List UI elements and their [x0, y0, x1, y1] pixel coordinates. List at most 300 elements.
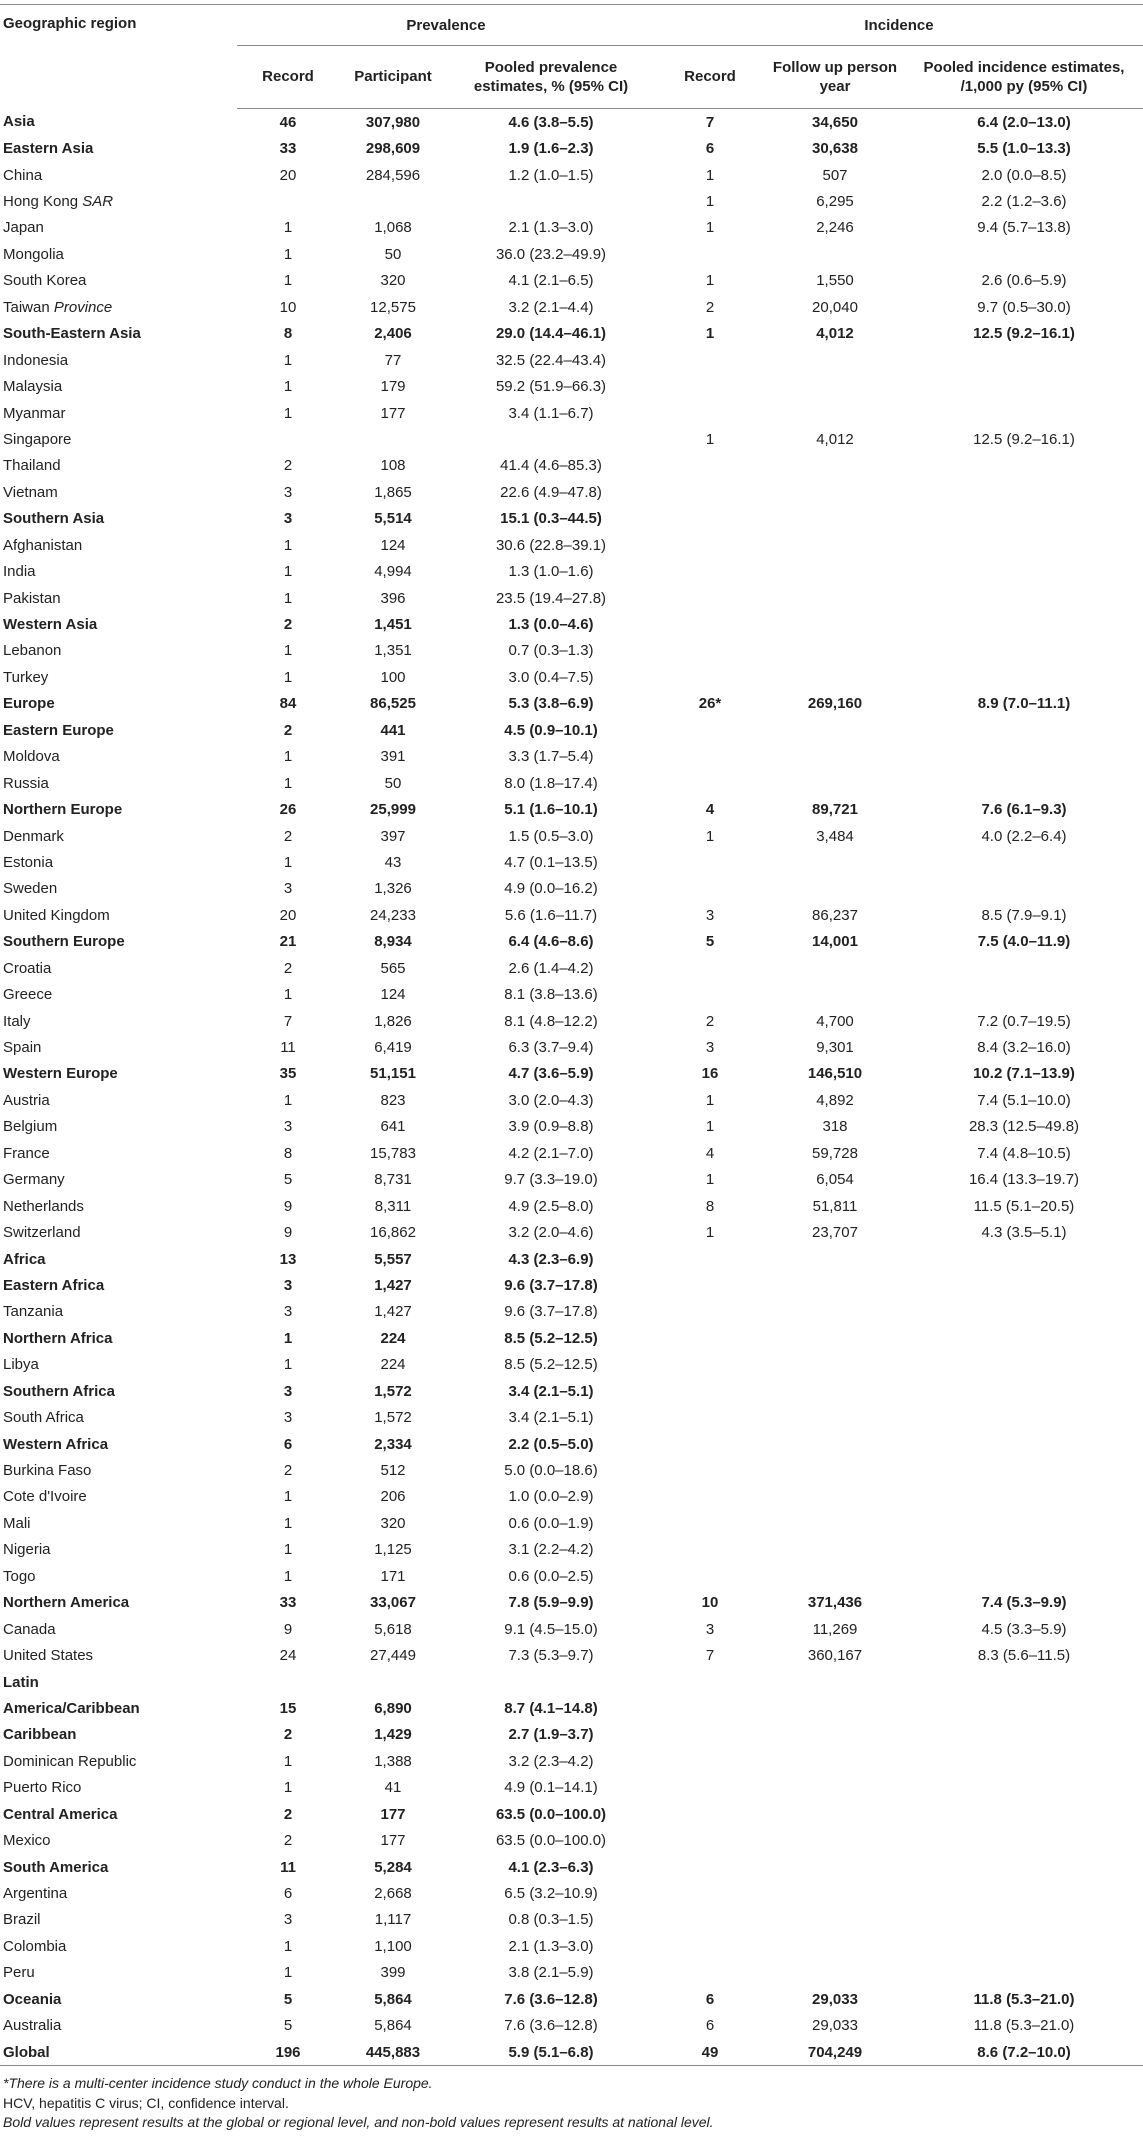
footnote-star: *There is a multi-center incidence study conduct in the whole Europe.: [3, 2075, 433, 2092]
cell-record: 1: [283, 642, 293, 660]
table-row: [0, 532, 1143, 558]
cell-record: 1: [283, 1779, 293, 1797]
cell-incidence-record: [655, 1907, 765, 1933]
cell-pooled-incidence: [905, 1537, 1143, 1563]
cell-incidence-record: 6: [705, 140, 715, 158]
region-label: Argentina: [3, 1885, 68, 1903]
cell-pooled-incidence: 7.4 (5.1–10.0): [977, 1091, 1071, 1109]
table-row: [0, 1563, 1143, 1589]
cell-record: 3: [283, 1276, 293, 1294]
cell-incidence-record: [655, 717, 765, 743]
table-row: [0, 135, 1143, 161]
table-row: [0, 2013, 1143, 2039]
region-label: Mexico: [3, 1832, 51, 1850]
region-name: [0, 558, 237, 584]
cell-pooled-incidence: 8.9 (7.0–11.1): [977, 695, 1071, 713]
table-row: [0, 1642, 1143, 1668]
cell-pooled-prevalence: 7.6 (3.6–12.8): [504, 1990, 598, 2008]
cell-pooled-incidence: 12.5 (9.2–16.1): [973, 430, 1075, 448]
region-label: Singapore: [3, 430, 72, 448]
cell-pooled-incidence: 11.8 (5.3–21.0): [973, 2017, 1075, 2035]
cell-pooled-prevalence: [447, 426, 655, 452]
region-name: [0, 1722, 237, 1748]
cell-record: 1: [283, 774, 293, 792]
cell-incidence-record: [655, 373, 765, 399]
cell-participant: 307,980: [365, 113, 421, 131]
table-row: [0, 1219, 1143, 1245]
cell-pooled-prevalence: 1.3 (1.0–1.6): [508, 563, 594, 581]
header-prevalence: Prevalence: [237, 5, 655, 46]
cell-participant: 1,351: [374, 642, 412, 660]
cell-pooled-prevalence: 3.1 (2.2–4.2): [508, 1541, 594, 1559]
region-name: [0, 532, 237, 558]
cell-participant: 171: [380, 1567, 406, 1585]
cell-participant: 565: [380, 959, 406, 977]
cell-pooled-prevalence: 8.5 (5.2–12.5): [504, 1356, 598, 1374]
cell-pooled-prevalence: 3.2 (2.1–4.4): [508, 298, 594, 316]
cell-participant: 1,100: [374, 1937, 412, 1955]
region-label: Spain: [3, 1039, 42, 1057]
region-name: [0, 902, 237, 928]
cell-follow-up: [765, 1272, 905, 1298]
cell-pooled-incidence: [905, 744, 1143, 770]
table-row: [0, 188, 1143, 214]
region-name: [0, 241, 237, 267]
cell-pooled-prevalence: 3.0 (2.0–4.3): [508, 1091, 594, 1109]
cell-pooled-incidence: 7.5 (4.0–11.9): [977, 933, 1071, 951]
region-name: [0, 135, 237, 161]
cell-pooled-prevalence: 6.5 (3.2–10.9): [504, 1885, 598, 1903]
region-label: Eastern Africa: [3, 1276, 105, 1294]
region-name: [0, 823, 237, 849]
cell-participant: [339, 1669, 447, 1695]
cell-record: 84: [279, 695, 297, 713]
region-name: [0, 1193, 237, 1219]
cell-incidence-record: 1: [705, 325, 715, 343]
cell-participant: 4,994: [374, 563, 412, 581]
cell-record: 9: [283, 1620, 293, 1638]
cell-pooled-prevalence: 5.9 (5.1–6.8): [447, 2039, 655, 2066]
region-name: [0, 717, 237, 743]
header-record-incidence: Record: [655, 46, 765, 109]
cell-record: 1: [283, 272, 293, 290]
table-row: [0, 1061, 1143, 1087]
cell-incidence-record: [655, 981, 765, 1007]
cell-incidence-record: [655, 1272, 765, 1298]
region-label: Central America: [3, 1805, 118, 1823]
cell-pooled-incidence: [905, 1775, 1143, 1801]
cell-record: 15: [279, 1699, 297, 1717]
cell-follow-up: [765, 1933, 905, 1959]
table-row: [0, 1272, 1143, 1298]
region-label: Africa: [3, 1250, 46, 1268]
cell-pooled-prevalence: 4.7 (3.6–5.9): [508, 1065, 594, 1083]
cell-pooled-incidence: [905, 1510, 1143, 1536]
cell-record: 1: [283, 1091, 293, 1109]
table-row: [0, 1167, 1143, 1193]
table-row: [0, 268, 1143, 294]
cell-pooled-prevalence: 59.2 (51.9–66.3): [495, 378, 607, 396]
cell-pooled-prevalence: 8.0 (1.8–17.4): [504, 774, 598, 792]
footnote-bold: Bold values represent results at the global or regional level, and non-bold values represent results at national level.: [3, 2114, 714, 2131]
region-name: [0, 1933, 237, 1959]
cell-pooled-prevalence: 2.1 (1.3–3.0): [508, 1937, 594, 1955]
cell-follow-up: [765, 638, 905, 664]
cell-follow-up: [765, 1352, 905, 1378]
cell-record: 2: [283, 1462, 293, 1480]
region-name: [0, 1960, 237, 1986]
table-row: [0, 1986, 1143, 2012]
region-name: [0, 1167, 237, 1193]
region-name: [0, 770, 237, 796]
cell-follow-up: 9,301: [816, 1039, 854, 1057]
region-name: [0, 1642, 237, 1668]
cell-pooled-incidence: [905, 479, 1143, 505]
region-label: Croatia: [3, 959, 52, 977]
region-label: Asia: [3, 113, 35, 131]
region-label: Northern America: [3, 1594, 130, 1612]
cell-incidence-record: 1: [705, 1091, 715, 1109]
footnote-abbreviations: HCV, hepatitis C virus; CI, confidence interval.: [3, 2094, 289, 2111]
cell-participant: 179: [380, 378, 406, 396]
cell-pooled-incidence: 8.6 (7.2–10.0): [905, 2039, 1143, 2066]
table-row: [0, 1590, 1143, 1616]
cell-follow-up: 86,237: [812, 906, 858, 924]
cell-pooled-incidence: [905, 1325, 1143, 1351]
cell-pooled-prevalence: 23.5 (19.4–27.8): [495, 589, 607, 607]
cell-participant: 391: [380, 748, 406, 766]
cell-record: 9: [283, 1197, 293, 1215]
cell-follow-up: 11,269: [812, 1620, 858, 1638]
cell-pooled-prevalence: 22.6 (4.9–47.8): [500, 483, 602, 501]
cell-incidence-record: [655, 558, 765, 584]
cell-incidence-record: [655, 1775, 765, 1801]
region-label: Hong Kong: [3, 193, 79, 211]
cell-pooled-prevalence: 2.1 (1.3–3.0): [508, 219, 594, 237]
region-name: [0, 1827, 237, 1853]
cell-pooled-incidence: [905, 585, 1143, 611]
cell-follow-up: [765, 1484, 905, 1510]
cell-pooled-incidence: [905, 1378, 1143, 1404]
cell-follow-up: 4,012: [816, 325, 854, 343]
cell-follow-up: [765, 1722, 905, 1748]
cell-incidence-record: [655, 1722, 765, 1748]
cell-follow-up: [765, 585, 905, 611]
region-name: [0, 1352, 237, 1378]
cell-pooled-prevalence: 4.9 (0.1–14.1): [504, 1779, 598, 1797]
region-name: [0, 347, 237, 373]
table-row: [0, 585, 1143, 611]
region-label: Northern Africa: [3, 1329, 113, 1347]
region-name: [0, 1669, 237, 1695]
cell-follow-up: [765, 1246, 905, 1272]
table-row: [0, 347, 1143, 373]
header-incidence: Incidence: [655, 5, 1143, 46]
cell-participant: 5,514: [374, 510, 412, 528]
cell-incidence-record: 2: [705, 1012, 715, 1030]
cell-record: 5: [283, 2017, 293, 2035]
cell-follow-up: 4,700: [816, 1012, 854, 1030]
region-label: Togo: [3, 1567, 36, 1585]
table-row: [0, 2039, 1143, 2066]
cell-participant: 823: [380, 1091, 406, 1109]
cell-record: 3: [283, 510, 293, 528]
cell-incidence-record: [655, 1563, 765, 1589]
table-row: [0, 1960, 1143, 1986]
table-row: [0, 1484, 1143, 1510]
region-label: Nigeria: [3, 1541, 51, 1559]
region-name: [0, 1087, 237, 1113]
cell-incidence-record: 1: [705, 430, 715, 448]
cell-record: 33: [279, 140, 297, 158]
table-row: [0, 1880, 1143, 1906]
cell-participant: 8,934: [374, 933, 412, 951]
region-name: [0, 1484, 237, 1510]
cell-record: 1: [283, 1937, 293, 1955]
cell-follow-up: [765, 400, 905, 426]
cell-record: 1: [283, 1488, 293, 1506]
cell-participant: 399: [380, 1964, 406, 1982]
cell-pooled-prevalence: 4.3 (2.3–6.9): [508, 1250, 594, 1268]
region-label: Russia: [3, 774, 49, 792]
cell-incidence-record: [655, 1457, 765, 1483]
cell-incidence-record: 3: [705, 1620, 715, 1638]
cell-pooled-incidence: 4.3 (3.5–5.1): [981, 1224, 1067, 1242]
cell-follow-up: 29,033: [812, 1990, 858, 2008]
region-label: Pakistan: [3, 589, 61, 607]
cell-pooled-incidence: [905, 373, 1143, 399]
cell-record: 1: [283, 245, 293, 263]
cell-pooled-incidence: 9.4 (5.7–13.8): [977, 219, 1071, 237]
cell-incidence-record: [655, 1880, 765, 1906]
region-label: Europe: [3, 695, 55, 713]
cell-participant: 320: [380, 1514, 406, 1532]
cell-participant: 5,618: [374, 1620, 412, 1638]
cell-pooled-incidence: [905, 849, 1143, 875]
table-row: [0, 796, 1143, 822]
cell-follow-up: [765, 1378, 905, 1404]
cell-participant: 177: [380, 1805, 406, 1823]
cell-record: 3: [283, 1118, 293, 1136]
cell-pooled-prevalence: 15.1 (0.3–44.5): [500, 510, 602, 528]
cell-pooled-incidence: [905, 1431, 1143, 1457]
header-row-1: [0, 5, 1143, 46]
table-row: [0, 1404, 1143, 1430]
cell-record: 1: [283, 536, 293, 554]
cell-participant: 124: [380, 536, 406, 554]
cell-incidence-record: [655, 1695, 765, 1721]
cell-pooled-prevalence: 7.8 (5.9–9.9): [508, 1594, 594, 1612]
cell-pooled-incidence: [905, 241, 1143, 267]
region-label: Australia: [3, 2017, 62, 2035]
region-label: Indonesia: [3, 351, 69, 369]
cell-participant: 1,451: [374, 616, 412, 634]
region-label: Turkey: [3, 668, 49, 686]
cell-follow-up: 360,167: [807, 1647, 863, 1665]
region-name: [0, 981, 237, 1007]
region-label: Western Africa: [3, 1435, 109, 1453]
cell-incidence-record: [655, 1325, 765, 1351]
cell-pooled-incidence: 6.4 (2.0–13.0): [977, 113, 1071, 131]
cell-pooled-incidence: [905, 1404, 1143, 1430]
table-row: [0, 373, 1143, 399]
region-label: Estonia: [3, 853, 54, 871]
table-row: [0, 1140, 1143, 1166]
cell-record: 21: [279, 933, 297, 951]
cell-pooled-prevalence: 36.0 (23.2–49.9): [495, 245, 607, 263]
cell-participant: 8,311: [374, 1197, 412, 1215]
region-name: [0, 2013, 237, 2039]
cell-incidence-record: 7: [705, 1647, 715, 1665]
cell-participant: 1,572: [374, 1409, 412, 1427]
cell-record: 2: [283, 1726, 293, 1744]
cell-follow-up: [765, 479, 905, 505]
cell-participant: 51,151: [370, 1065, 416, 1083]
region-label: Greece: [3, 986, 53, 1004]
region-label: Brazil: [3, 1911, 41, 1929]
cell-pooled-incidence: [905, 1880, 1143, 1906]
region-label: Switzerland: [3, 1224, 81, 1242]
cell-incidence-record: [655, 664, 765, 690]
cell-follow-up: 4,892: [816, 1091, 854, 1109]
table-row: [0, 1246, 1143, 1272]
cell-pooled-incidence: 4.0 (2.2–6.4): [981, 827, 1067, 845]
region-name: [0, 929, 237, 955]
cell-record: 2: [283, 827, 293, 845]
cell-follow-up: 1,550: [816, 272, 854, 290]
cell-incidence-record: [655, 453, 765, 479]
region-label: Dominican Republic: [3, 1752, 137, 1770]
cell-follow-up: [765, 717, 905, 743]
region-name: [0, 1880, 237, 1906]
region-label: Mali: [3, 1514, 31, 1532]
region-label: Global: [3, 2043, 50, 2061]
region-name: [0, 638, 237, 664]
cell-participant: 206: [380, 1488, 406, 1506]
cell-participant: 33,067: [370, 1594, 416, 1612]
cell-pooled-incidence: [905, 1272, 1143, 1298]
table-row: [0, 426, 1143, 452]
cell-participant: 100: [380, 668, 406, 686]
cell-record: 11: [280, 1039, 296, 1057]
table-row: [0, 1907, 1143, 1933]
cell-record: 1: [283, 853, 293, 871]
cell-record: 5: [283, 1171, 293, 1189]
cell-participant: 12,575: [370, 298, 416, 316]
region-label: China: [3, 166, 43, 184]
cell-pooled-incidence: [905, 506, 1143, 532]
region-label: Peru: [3, 1964, 35, 1982]
cell-follow-up: 146,510: [807, 1065, 863, 1083]
cell-incidence-record: 3: [705, 1039, 715, 1057]
cell-participant: 2,668: [374, 1885, 412, 1903]
cell-pooled-incidence: 12.5 (9.2–16.1): [973, 325, 1075, 343]
cell-participant: 5,284: [374, 1858, 412, 1876]
cell-follow-up: 4,012: [816, 430, 854, 448]
cell-follow-up: 30,638: [812, 140, 858, 158]
cell-participant: 1,388: [374, 1752, 412, 1770]
table-row: [0, 1008, 1143, 1034]
cell-pooled-incidence: 28.3 (12.5–49.8): [968, 1118, 1080, 1136]
cell-pooled-prevalence: [447, 188, 655, 214]
cell-record: 1: [283, 1329, 293, 1347]
cell-pooled-incidence: 2.0 (0.0–8.5): [981, 166, 1067, 184]
cell-incidence-record: 1: [705, 1171, 715, 1189]
cell-incidence-record: [655, 506, 765, 532]
region-label: Western Asia: [3, 616, 98, 634]
cell-pooled-prevalence: 8.5 (5.2–12.5): [504, 1329, 598, 1347]
table-row: [0, 506, 1143, 532]
header-record-prevalence: Record: [237, 46, 339, 109]
cell-record: 35: [279, 1065, 297, 1083]
table-row: [0, 717, 1143, 743]
cell-incidence-record: [655, 347, 765, 373]
cell-pooled-incidence: 10.2 (7.1–13.9): [973, 1065, 1075, 1083]
cell-pooled-prevalence: 9.6 (3.7–17.8): [504, 1276, 598, 1294]
table-row: [0, 1669, 1143, 1695]
cell-record: 24: [279, 1647, 297, 1665]
cell-incidence-record: [655, 770, 765, 796]
cell-participant: 512: [380, 1462, 406, 1480]
cell-pooled-incidence: [905, 1246, 1143, 1272]
cell-pooled-incidence: [905, 611, 1143, 637]
region-label: Colombia: [3, 1937, 67, 1955]
cell-follow-up: [765, 1748, 905, 1774]
cell-pooled-incidence: [905, 1748, 1143, 1774]
cell-participant: 2,406: [374, 325, 412, 343]
cell-pooled-incidence: [905, 1484, 1143, 1510]
cell-pooled-incidence: 7.4 (5.3–9.9): [981, 1594, 1067, 1612]
cell-record: 2: [283, 616, 293, 634]
cell-follow-up: 20,040: [812, 298, 858, 316]
region-label: Taiwan: [3, 298, 50, 316]
cell-follow-up: [765, 1563, 905, 1589]
region-label: Japan: [3, 219, 44, 237]
table-row: [0, 215, 1143, 241]
table-row: [0, 1299, 1143, 1325]
cell-participant: 6,419: [374, 1039, 412, 1057]
table-row: [0, 1616, 1143, 1642]
region-name: [0, 1854, 237, 1880]
region-label: Canada: [3, 1620, 56, 1638]
cell-follow-up: 507: [822, 166, 848, 184]
cell-pooled-prevalence: 3.9 (0.9–8.8): [508, 1118, 594, 1136]
cell-record: 1: [283, 1752, 293, 1770]
region-label: Southern Africa: [3, 1382, 115, 1400]
table-row: [0, 1775, 1143, 1801]
cell-incidence-record: 1: [705, 219, 715, 237]
region-name: [0, 876, 237, 902]
cell-pooled-prevalence: 4.7 (0.1–13.5): [504, 853, 598, 871]
cell-follow-up: [765, 744, 905, 770]
cell-pooled-incidence: 7.6 (6.1–9.3): [981, 801, 1067, 819]
cell-record: 1: [283, 1514, 293, 1532]
cell-record: 3: [283, 1911, 293, 1929]
table-row: [0, 1748, 1143, 1774]
cell-pooled-incidence: [905, 1854, 1143, 1880]
cell-pooled-incidence: [905, 558, 1143, 584]
region-label: France: [3, 1144, 50, 1162]
region-name: [0, 1431, 237, 1457]
cell-follow-up: [765, 1669, 905, 1695]
table-row: [0, 1352, 1143, 1378]
cell-pooled-incidence: 5.5 (1.0–13.3): [977, 140, 1071, 158]
region-name: [0, 479, 237, 505]
cell-incidence-record: [655, 638, 765, 664]
cell-participant: 177: [380, 404, 406, 422]
cell-pooled-incidence: [905, 1933, 1143, 1959]
region-name: [0, 109, 237, 136]
